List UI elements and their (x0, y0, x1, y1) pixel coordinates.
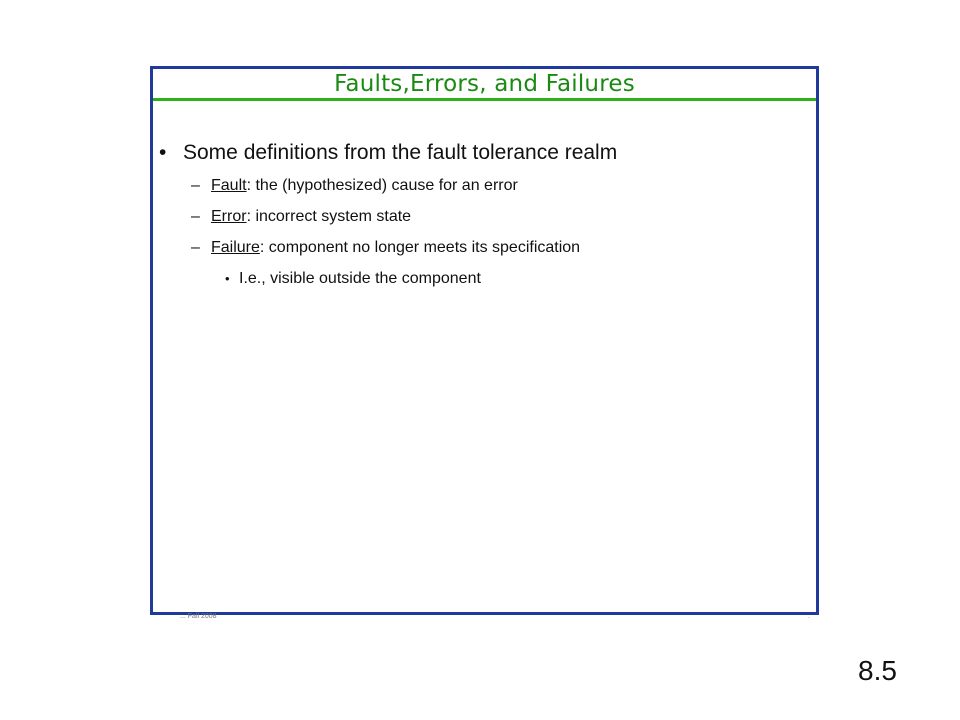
footer-right-text: . (808, 613, 810, 620)
sub-point-text: I.e., visible outside the component (239, 270, 481, 287)
dash-icon: – (191, 177, 200, 194)
footer-left-text: ... Fall 2008 (180, 613, 217, 620)
definition-term: Failure (211, 239, 260, 256)
bullet-icon: • (159, 141, 167, 164)
slide-title: Faults,Errors, and Failures (334, 71, 635, 97)
definition-error (191, 208, 411, 226)
slide-frame (150, 66, 819, 615)
title-divider (153, 98, 816, 101)
bullet-icon: • (225, 271, 230, 286)
definition-term: Error (211, 208, 247, 225)
definition-text: : incorrect system state (246, 208, 412, 225)
dash-icon: – (191, 239, 200, 256)
definition-text: : the (hypothesized) cause for an error (246, 177, 518, 194)
dash-icon: – (191, 208, 200, 225)
sub-point (225, 270, 481, 288)
definition-failure (191, 239, 580, 257)
slide-footer (150, 613, 816, 623)
main-point (159, 141, 617, 165)
slide-number: 8.5 (858, 655, 897, 686)
definition-term: Fault (211, 177, 247, 194)
main-point-text: Some definitions from the fault tolerance realm (183, 141, 618, 164)
definition-fault (191, 177, 518, 195)
definition-text: : component no longer meets its specification (259, 239, 581, 256)
